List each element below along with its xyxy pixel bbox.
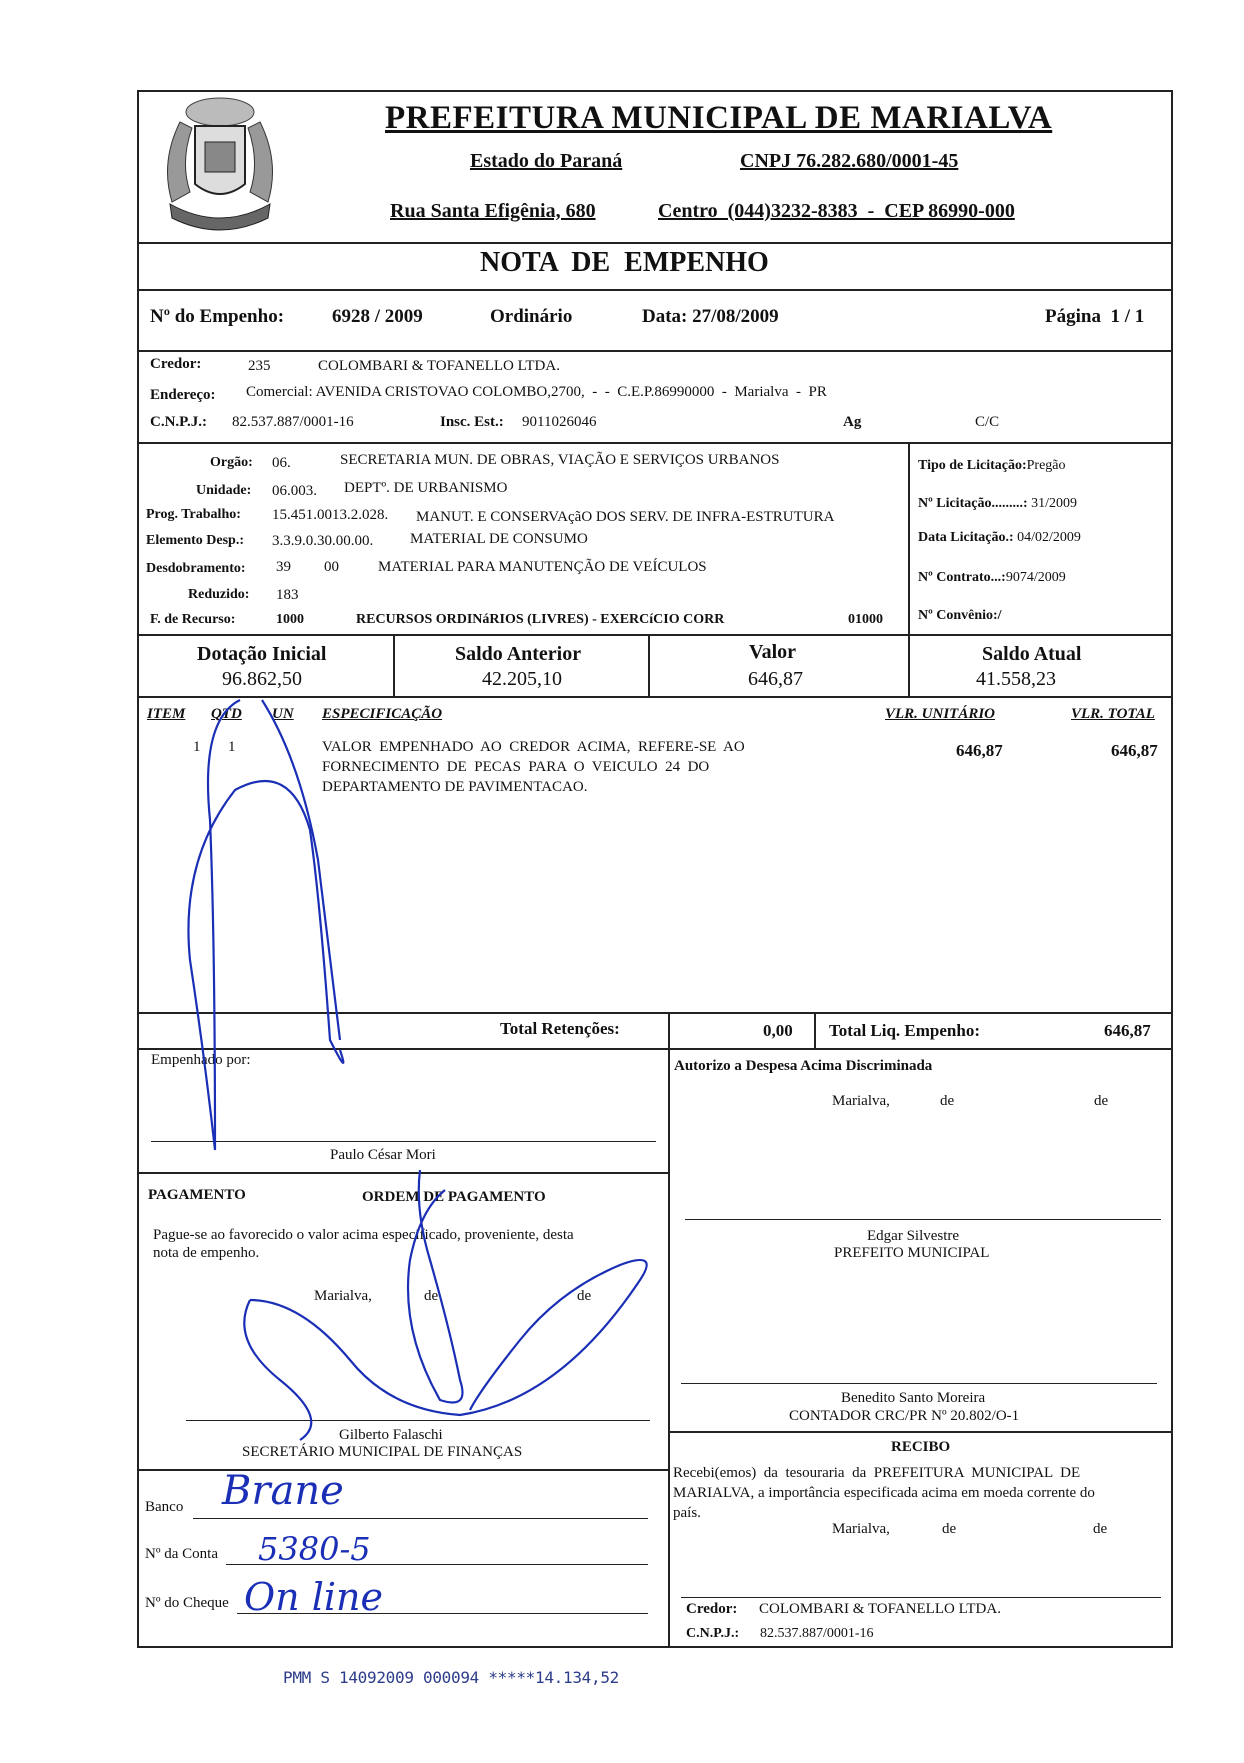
saldo-anterior-value: 42.205,10	[482, 668, 562, 690]
ordem-label: ORDEM DE PAGAMENTO	[362, 1189, 546, 1205]
handwritten-conta: 5380-5	[258, 1530, 371, 1568]
recurso-code: 1000	[276, 612, 304, 627]
valor-value: 646,87	[748, 668, 803, 690]
desdobramento-sub: 00	[324, 559, 339, 575]
convenio-label: Nº Convênio:/	[918, 608, 1002, 623]
saldo-atual-label: Saldo Atual	[982, 643, 1082, 665]
liquido-label: Total Liq. Empenho:	[829, 1021, 980, 1040]
recurso-number: 01000	[848, 612, 883, 627]
insc-value: 9011026046	[522, 414, 597, 430]
empenhado-label: Empenhado por:	[151, 1052, 251, 1068]
orgao-label: Orgão:	[210, 455, 253, 470]
cheque-label: Nº do Cheque	[145, 1595, 229, 1611]
credor-code: 235	[248, 358, 271, 374]
address-label: Rua Santa Efigênia, 680	[390, 200, 596, 222]
prog-label: Prog. Trabalho:	[146, 507, 241, 522]
pagamento-de-1: de	[424, 1288, 439, 1304]
retencoes-label: Total Retenções:	[500, 1019, 620, 1038]
autorizo-city: Marialva,	[832, 1093, 890, 1109]
saldo-atual-value: 41.558,23	[976, 668, 1056, 690]
recurso-label: F. de Recurso:	[150, 612, 236, 627]
pagamento-city: Marialva,	[314, 1288, 372, 1304]
recibo-credor-name: COLOMBARI & TOFANELLO LTDA.	[759, 1601, 1001, 1617]
handwritten-banco: Brane	[222, 1468, 344, 1514]
page-title: PREFEITURA MUNICIPAL DE MARIALVA	[385, 100, 1053, 136]
un-header: UN	[272, 706, 294, 722]
insc-label: Insc. Est.:	[440, 414, 504, 430]
dotacao-label: Dotação Inicial	[197, 643, 327, 665]
elemento-label: Elemento Desp.:	[146, 533, 244, 548]
cc-label: C/C	[975, 414, 1000, 430]
recibo-title: RECIBO	[891, 1439, 951, 1455]
orgao-code: 06.	[272, 455, 291, 471]
desdobramento-label: Desdobramento:	[146, 561, 246, 576]
empenho-type: Ordinário	[490, 306, 573, 327]
pagamento-de-2: de	[577, 1288, 592, 1304]
dotacao-value: 96.862,50	[222, 668, 302, 690]
desdobramento-code: 39	[276, 559, 291, 575]
recibo-text-2: MARIALVA, a importância especificada acima em moeda corrente do	[673, 1485, 1095, 1501]
page-number: Página 1 / 1	[1045, 306, 1145, 327]
item-unit-value: 646,87	[956, 741, 1003, 760]
especificacao-header: ESPECIFICAÇÃO	[322, 706, 443, 722]
conta-label: Nº da Conta	[145, 1546, 218, 1562]
item-number: 1	[193, 739, 201, 755]
item-desc-line3: DEPARTAMENTO DE PAVIMENTACAO.	[322, 779, 588, 795]
unidade-name: DEPTº. DE URBANISMO	[344, 480, 508, 496]
item-total-value: 646,87	[1111, 741, 1158, 760]
valor-label: Valor	[749, 641, 797, 663]
credor-label: Credor:	[150, 356, 202, 372]
prefeito-name: Edgar Silvestre	[867, 1228, 960, 1244]
payment-stamp: PMM S 14092009 000094 *****14.134,52	[283, 1668, 619, 1687]
coat-of-arms-logo	[150, 92, 290, 240]
recibo-text-1: Recebi(emos) da tesouraria da PREFEITURA MUNICIPAL DE	[673, 1465, 1081, 1481]
elemento-name: MATERIAL DE CONSUMO	[410, 531, 588, 547]
item-desc-line2: FORNECIMENTO DE PECAS PARA O VEICULO 24 DO	[322, 759, 710, 775]
licitacao-type-label: Tipo de Licitação:Pregão	[918, 458, 1066, 473]
retencoes-value: 0,00	[763, 1021, 793, 1040]
prefeito-title: PREFEITO MUNICIPAL	[834, 1245, 990, 1261]
desdobramento-name: MATERIAL PARA MANUTENÇÃO DE VEÍCULOS	[378, 559, 707, 575]
contact-label: Centro (044)3232-8383 - CEP 86990-000	[658, 200, 1015, 222]
banco-label: Banco	[145, 1499, 184, 1515]
unidade-label: Unidade:	[196, 483, 252, 498]
empenho-date: Data: 27/08/2009	[642, 306, 779, 327]
empenho-number: 6928 / 2009	[332, 306, 423, 327]
secretario-title: SECRETÁRIO MUNICIPAL DE FINANÇAS	[242, 1444, 523, 1460]
empenho-number-label: Nº do Empenho:	[150, 306, 285, 327]
contador-title: CONTADOR CRC/PR Nº 20.802/O-1	[789, 1408, 1020, 1424]
autorizo-de-1: de	[940, 1093, 955, 1109]
recibo-city: Marialva,	[832, 1521, 890, 1537]
cnpj-label: CNPJ 76.282.680/0001-45	[740, 150, 959, 172]
secretario-name: Gilberto Falaschi	[339, 1427, 443, 1443]
saldo-anterior-label: Saldo Anterior	[455, 643, 582, 665]
recibo-de-2: de	[1093, 1521, 1108, 1537]
state-label: Estado do Paraná	[470, 150, 623, 172]
pagamento-label: PAGAMENTO	[148, 1187, 246, 1203]
qtd-header: QTD	[211, 706, 242, 722]
credor-name: COLOMBARI & TOFANELLO LTDA.	[318, 358, 560, 374]
handwritten-cheque: On line	[244, 1575, 383, 1619]
recibo-de-1: de	[942, 1521, 957, 1537]
empenhado-name: Paulo César Mori	[330, 1147, 436, 1163]
liquido-value: 646,87	[1104, 1021, 1151, 1040]
contrato-label: Nº Contrato...:9074/2009	[918, 570, 1066, 585]
unit-value-header: VLR. UNITÁRIO	[885, 706, 996, 722]
item-header: ITEM	[147, 706, 186, 722]
elemento-code: 3.3.9.0.30.00.00.	[272, 533, 374, 549]
unidade-code: 06.003.	[272, 483, 317, 499]
prog-code: 15.451.0013.2.028.	[272, 507, 389, 523]
item-desc-line1: VALOR EMPENHADO AO CREDOR ACIMA, REFERE-SE AO	[322, 739, 745, 755]
reduzido-label: Reduzido:	[188, 587, 250, 602]
recibo-cnpj: 82.537.887/0001-16	[760, 1626, 874, 1641]
recibo-credor-label: Credor:	[686, 1601, 738, 1617]
recurso-name: RECURSOS ORDINáRIOS (LIVRES) - EXERCíCIO CORR	[356, 612, 725, 627]
total-value-header: VLR. TOTAL	[1071, 706, 1155, 722]
item-qty: 1	[228, 739, 236, 755]
reduzido-code: 183	[276, 587, 299, 603]
document-title: NOTA DE EMPENHO	[480, 247, 769, 278]
cnpj-field-label: C.N.P.J.:	[150, 414, 207, 430]
address-field-label: Endereço:	[150, 387, 216, 403]
orgao-name: SECRETARIA MUN. DE OBRAS, VIAÇÃO E SERVIÇOS URBANOS	[340, 452, 780, 468]
ag-label: Ag	[843, 414, 862, 430]
credor-cnpj: 82.537.887/0001-16	[232, 414, 354, 430]
recibo-cnpj-label: C.N.P.J.:	[686, 1626, 740, 1641]
autorizo-de-2: de	[1094, 1093, 1109, 1109]
pagamento-text-1: Pague-se ao favorecido o valor acima especificado, proveniente, desta	[153, 1227, 574, 1243]
autorizo-label: Autorizo a Despesa Acima Discriminada	[674, 1058, 933, 1074]
recibo-text-3: país.	[673, 1505, 701, 1521]
licitacao-number-label: Nº Licitação.........: 31/2009	[918, 496, 1077, 511]
licitacao-date-label: Data Licitação.: 04/02/2009	[918, 530, 1081, 545]
prog-name: MANUT. E CONSERVAçãO DOS SERV. DE INFRA-ESTRUTURA	[416, 509, 835, 525]
contador-name: Benedito Santo Moreira	[841, 1390, 986, 1406]
pagamento-text-2: nota de empenho.	[153, 1245, 260, 1261]
credor-address: Comercial: AVENIDA CRISTOVAO COLOMBO,2700, - - C.E.P.86990000 - Marialva - PR	[246, 384, 827, 400]
